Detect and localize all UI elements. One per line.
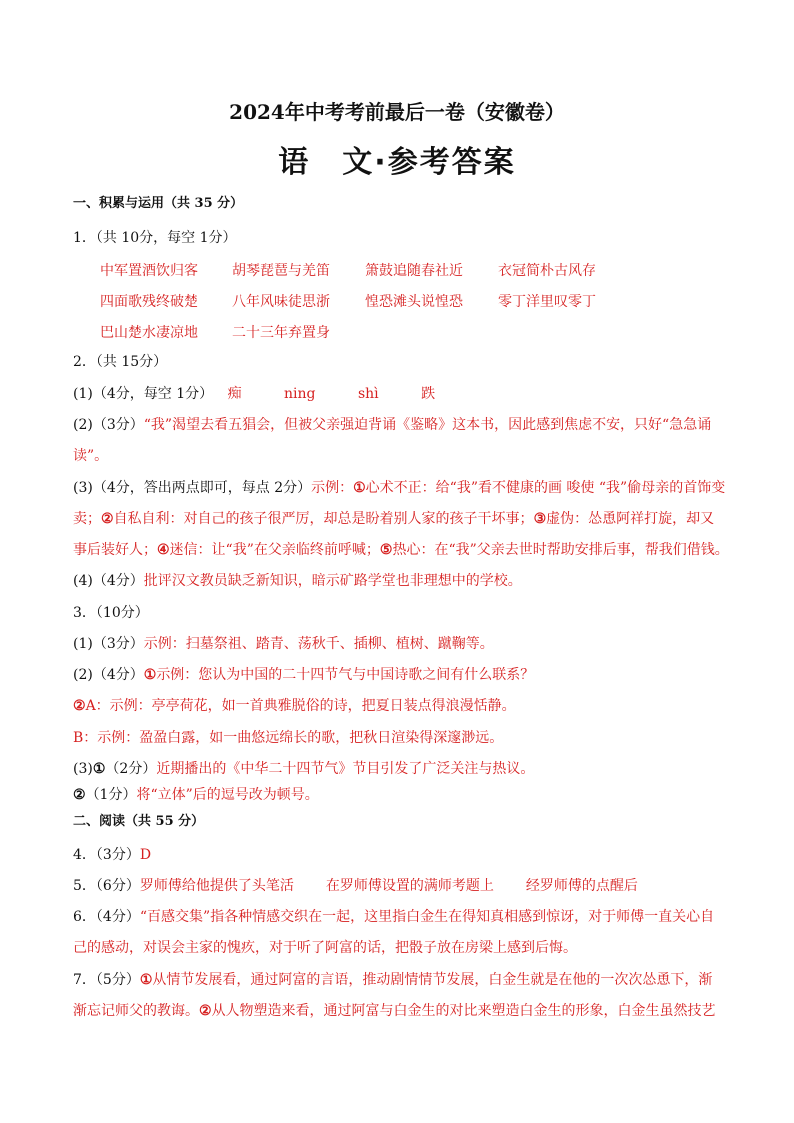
q3-label: 3．（10分） — [73, 605, 149, 621]
q4-answer: D — [139, 847, 152, 863]
q2-part3-text: 热心：在“我”父亲去世时帮助安排后事，帮我们借钱。 — [392, 542, 729, 558]
q6-text: “百感交集”指各种情感交织在一起，这里指白金生在得知真相感到惊讶，对于师傅一直关心自 — [139, 909, 715, 925]
q6-text-cont: 己的感动，对误会主家的愧疚，对于听了阿富的话，把骰子放在房梁上感到后悔。 — [73, 940, 577, 956]
q3-part3-b — [73, 785, 724, 805]
q2-part1 — [73, 384, 724, 404]
q4-label: 4．（3分） — [73, 847, 140, 863]
q1-answer: 零丁洋里叹零丁 — [498, 294, 596, 310]
circled-number: ④ — [157, 542, 170, 558]
circled-number: ① — [139, 972, 153, 988]
q1-answer: 二十三年弃置身 — [232, 325, 330, 341]
q1-answer: 巴山楚水凄凉地 — [100, 325, 198, 341]
q3-part1 — [73, 634, 724, 654]
circled-number: ② — [101, 511, 114, 527]
q3-part2-text: 示例：您认为中国的二十四节气与中国诗歌之间有什么联系？ — [156, 667, 535, 683]
q3-part3b-text: 将“立体”后的逗号改为顿号。 — [136, 787, 319, 803]
q2-part1-answer: 跌 — [421, 386, 436, 402]
q5-answer: 在罗师傅设置的满师考题上 — [325, 878, 494, 894]
q2-part1-answer: shì — [357, 386, 379, 402]
q7 — [73, 970, 724, 990]
q2-part1-answer: ning — [284, 386, 316, 402]
q1-label: 1．（共 10分，每空 1分） — [73, 230, 237, 246]
circled-number: ③ — [533, 511, 547, 527]
q5 — [73, 876, 724, 896]
q2-part4-label: (4)（4分） — [73, 573, 144, 589]
q3-part2a-text: A：示例：亭亭荷花，如一首典雅脱俗的诗，把夏日装点得浪漫恬静。 — [85, 698, 516, 714]
circled-number: ① — [353, 480, 366, 496]
q3-part1-label: (1)（3分） — [73, 636, 144, 652]
q1-answer: 四面歌残终破楚 — [100, 294, 198, 310]
q3-part3a-text: 近期播出的《中华二十四节气》节目引发了广泛关注与热议。 — [156, 761, 535, 777]
q7-text: 从人物塑造来看，通过阿富与白金生的对比来塑造白金生的形象，白金生虽然技艺 — [211, 1003, 716, 1019]
q2-part3-text: 自私自利：对自己的孩子很严厉，却总是盼着别人家的孩子干坏事； — [113, 511, 534, 527]
q7-label: 7．（5分） — [73, 972, 140, 988]
circled-number: ② — [199, 1003, 212, 1019]
q2-part3-text: 示例： — [311, 480, 354, 496]
q2-part3 — [73, 478, 724, 498]
q2-part3-line3 — [73, 540, 729, 560]
page-title: 2024年中考考前最后一卷（安徽卷） — [229, 100, 565, 124]
section-heading-2: 二、阅读（共 55 分） — [73, 814, 205, 829]
q2-part3-text: 心术不正：给“我”看不健康的画 唆使 “我”偷母亲的首饰变 — [365, 480, 726, 496]
q2-part3-text: 迷信：让“我”在父亲临终前呼喊； — [169, 542, 380, 558]
q6-label: 6．（4分） — [73, 909, 140, 925]
q1-answer: 箫鼓追随春社近 — [365, 263, 463, 279]
q6 — [73, 907, 724, 927]
q7-text: 从情节发展看，通过阿富的言语，推动剧情情节发展，白金生就是在他的一次次怂恿下，渐 — [152, 972, 713, 988]
q2-part4-text: 批评汉文教员缺乏新知识，暗示矿路学堂也非理想中的学校。 — [143, 573, 522, 589]
q3-part2-a — [73, 696, 724, 716]
q2-part2-text: “我”渴望去看五猖会，但被父亲强迫背诵《鉴略》这本书，因此感到焦虑不安，只好“急急诵 — [143, 417, 712, 433]
q1-answer: 衣冠简朴古风存 — [498, 263, 596, 279]
q3-part2-label: (2)（4分） — [73, 667, 144, 683]
q3-part3a-label: （2分） — [105, 761, 157, 777]
q3-part2 — [73, 665, 724, 685]
q2-part2-text-cont: 读”。 — [73, 448, 109, 464]
q2-part3-label: (3)（4分，答出两点即可，每点 2分） — [73, 480, 312, 496]
q2-part4 — [73, 571, 724, 591]
q2-part3-text: 事后装好人； — [73, 542, 157, 558]
q2-part3-line2 — [73, 509, 724, 529]
q4 — [73, 845, 724, 865]
circled-number: ① — [143, 667, 157, 683]
q1-answer: 胡琴琵琶与羌笛 — [232, 263, 330, 279]
q1-answer: 中军置酒饮归客 — [100, 263, 198, 279]
q3-part2b-text: B：示例：盈盈白露，如一曲悠远绵长的歌，把秋日渲染得深邃渺远。 — [73, 730, 504, 746]
q5-answer: 罗师傅给他提供了头笔活 — [139, 878, 294, 894]
q2-part2-label: (2)（3分） — [73, 417, 144, 433]
q2-part3-text: 卖； — [73, 511, 101, 527]
circled-number: ② — [73, 698, 86, 714]
q2-part3-text: 虚伪：怂恿阿祥打旋，却又 — [546, 511, 715, 527]
page-subtitle: 语 文·参考答案 — [278, 145, 516, 180]
q7-line2 — [73, 1001, 724, 1021]
q1-answer: 惶恐滩头说惶恐 — [365, 294, 463, 310]
q2-part2 — [73, 415, 724, 435]
q2-label: 2．（共 15分） — [73, 354, 168, 370]
circled-number: ⑤ — [379, 542, 393, 558]
q3-part1-text: 示例：扫墓祭祖、踏青、荡秋千、插柳、植树、蹴鞠等。 — [143, 636, 494, 652]
q2-part1-label: (1)（4分，每空 1分） — [73, 386, 214, 402]
q2-part1-answer: 痴 — [227, 386, 242, 402]
circled-number: ① — [92, 761, 106, 777]
q7-text: 渐忘记师父的教诲。 — [73, 1003, 199, 1019]
q5-answer: 经罗师傅的点醒后 — [525, 878, 638, 894]
q3-part3-label: (3) — [73, 761, 93, 777]
circled-number: ② — [73, 787, 86, 803]
q5-label: 5．（6分） — [73, 878, 140, 894]
q3-part3b-label: （1分） — [85, 787, 137, 803]
section-heading-1: 一、积累与运用（共 35 分） — [73, 196, 244, 211]
q1-answer: 八年风味徒思浙 — [232, 294, 330, 310]
q3-part3-a — [73, 759, 724, 779]
